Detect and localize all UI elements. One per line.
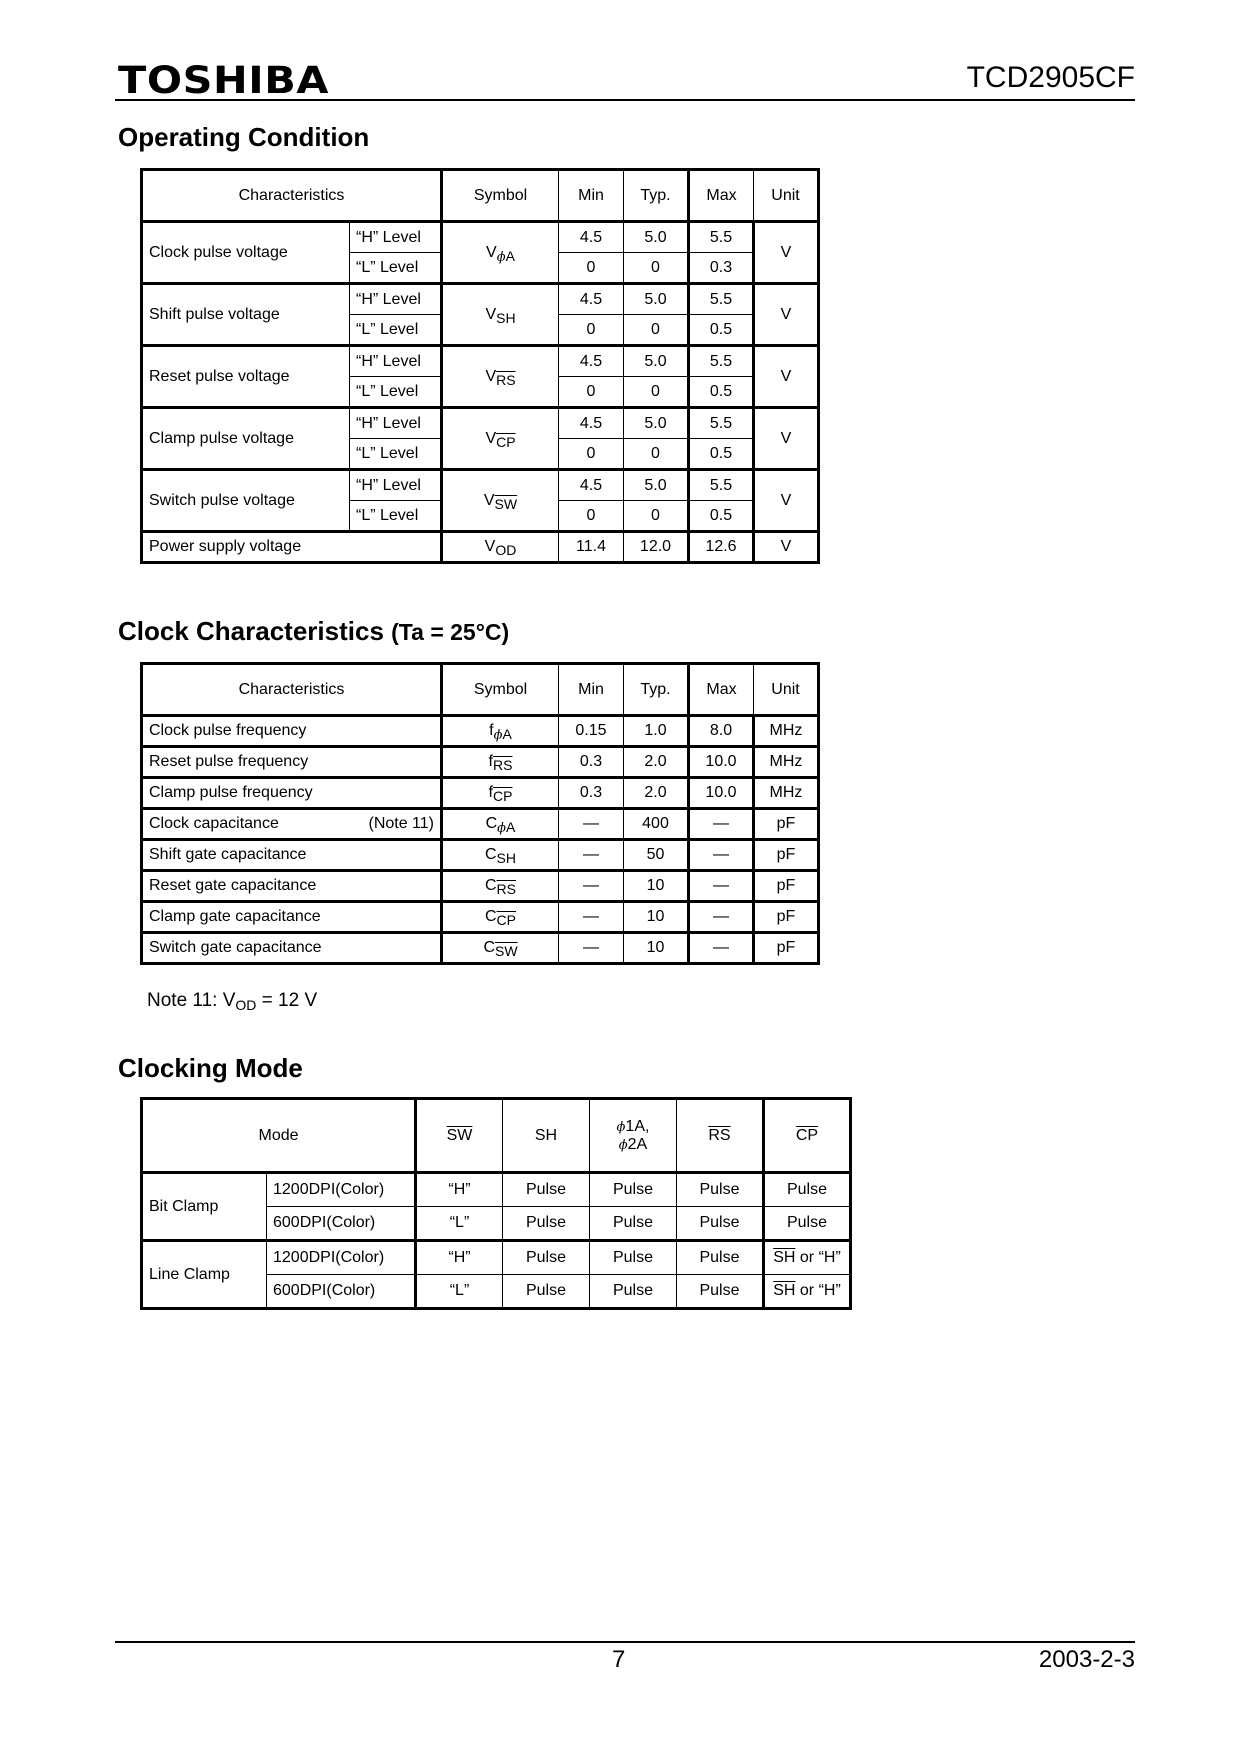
symbol-cell: $V_{OD}$ [442, 532, 559, 563]
max-value: 0.5 [689, 377, 754, 408]
row-name: Clock pulse voltage [142, 222, 350, 284]
unit-value: pF [754, 840, 819, 871]
typ-value: 0 [624, 377, 689, 408]
symbol-cell: $f_{\phi A}$ [442, 716, 559, 747]
max-value: 5.5 [689, 346, 754, 377]
row-name: Reset gate capacitance [142, 871, 442, 902]
typ-value: 10 [624, 871, 689, 902]
page-header [115, 55, 1135, 101]
min-value: 0 [559, 439, 624, 470]
symbol-cell: $C_{SH}$ [442, 840, 559, 871]
min-value: 4.5 [559, 222, 624, 253]
table-row [142, 532, 819, 563]
header-unit: Unit [754, 664, 819, 716]
row-name: Clamp pulse frequency [142, 778, 442, 809]
level-label: “L” Level [350, 253, 442, 284]
typ-value: 2.0 [624, 778, 689, 809]
header-cp: $\overline{CP}$ [764, 1099, 851, 1173]
symbol-cell: $C_{\phi A}$ [442, 809, 559, 840]
min-value: 0.15 [559, 716, 624, 747]
min-value: — [559, 840, 624, 871]
publication-date: 2003-2-3 [1038, 1646, 1135, 1673]
unit-value: pF [754, 933, 819, 964]
sh-value: Pulse [503, 1275, 590, 1309]
typ-value: 5.0 [624, 346, 689, 377]
table-row [142, 408, 819, 439]
table-row [142, 933, 819, 964]
symbol-cell: $C_{\overline{CP}}$ [442, 902, 559, 933]
max-value: 0.3 [689, 253, 754, 284]
table-row [142, 778, 819, 809]
max-value: 0.5 [689, 501, 754, 532]
symbol-cell: $f_{\overline{RS}}$ [442, 747, 559, 778]
typ-value: 0 [624, 501, 689, 532]
level-label: “L” Level [350, 315, 442, 346]
min-value: 4.5 [559, 346, 624, 377]
level-label: “H” Level [350, 408, 442, 439]
dpi-mode: 600DPI(Color) [267, 1275, 416, 1309]
typ-value: 2.0 [624, 747, 689, 778]
header-characteristics: Characteristics [142, 170, 442, 222]
unit-value: V [754, 222, 819, 284]
unit-value: MHz [754, 778, 819, 809]
min-value: — [559, 902, 624, 933]
typ-value: 5.0 [624, 408, 689, 439]
symbol-cell: $C_{\overline{RS}}$ [442, 871, 559, 902]
header-symbol: Symbol [442, 170, 559, 222]
min-value: — [559, 933, 624, 964]
phi-value: Pulse [590, 1173, 677, 1207]
cp-value: Pulse [764, 1173, 851, 1207]
line-clamp-label: Line Clamp [142, 1241, 267, 1309]
typ-value: 12.0 [624, 532, 689, 563]
unit-value: V [754, 408, 819, 470]
max-value: 0.5 [689, 315, 754, 346]
table-row [142, 871, 819, 902]
dpi-mode: 600DPI(Color) [267, 1207, 416, 1241]
row-name: Clock capacitance (Note 11) [142, 809, 442, 840]
level-label: “L” Level [350, 377, 442, 408]
sw-value: “H” [416, 1173, 503, 1207]
min-value: — [559, 809, 624, 840]
header-min: Min [559, 170, 624, 222]
symbol-cell: $V_{\overline{RS}}$ [442, 346, 559, 408]
level-label: “H” Level [350, 346, 442, 377]
row-name: Clock pulse frequency [142, 716, 442, 747]
condition-label: (Ta = 25°C) [391, 619, 510, 645]
cp-value: $\overline{SH}$ or “H” [764, 1275, 851, 1309]
header-max: Max [689, 170, 754, 222]
clocking-mode-title: Clocking Mode [118, 1053, 303, 1083]
row-name: Clamp gate capacitance [142, 902, 442, 933]
row-name: Power supply voltage [142, 532, 442, 563]
header-typ: Typ. [624, 170, 689, 222]
typ-value: 50 [624, 840, 689, 871]
phi-value: Pulse [590, 1207, 677, 1241]
table-row [142, 809, 819, 840]
symbol-cell: $V_{SH}$ [442, 284, 559, 346]
rs-value: Pulse [677, 1173, 764, 1207]
table-row [142, 222, 819, 253]
typ-value: 10 [624, 933, 689, 964]
level-label: “L” Level [350, 501, 442, 532]
operating-condition-title: Operating Condition [118, 122, 370, 152]
symbol-cell: $V_{\overline{SW}}$ [442, 470, 559, 532]
unit-value: pF [754, 902, 819, 933]
max-value: 5.5 [689, 222, 754, 253]
table-row [142, 747, 819, 778]
symbol-cell: $V_{\phi A}$ [442, 222, 559, 284]
sh-value: Pulse [503, 1241, 590, 1275]
min-value: 0 [559, 377, 624, 408]
level-label: “H” Level [350, 284, 442, 315]
sw-value: “L” [416, 1207, 503, 1241]
unit-value: V [754, 470, 819, 532]
unit-value: MHz [754, 716, 819, 747]
min-value: 4.5 [559, 470, 624, 501]
header-max: Max [689, 664, 754, 716]
footer-divider [115, 1641, 1135, 1643]
header-typ: Typ. [624, 664, 689, 716]
rs-value: Pulse [677, 1207, 764, 1241]
table-row [142, 716, 819, 747]
document-id: TCD2905CF [966, 61, 1135, 94]
table-row [142, 470, 819, 501]
level-label: “L” Level [350, 439, 442, 470]
header-sw: $\overline{SW}$ [416, 1099, 503, 1173]
max-value: 5.5 [689, 470, 754, 501]
max-value: 12.6 [689, 532, 754, 563]
header-mode: Mode [142, 1099, 416, 1173]
min-value: 4.5 [559, 408, 624, 439]
sh-value: Pulse [503, 1207, 590, 1241]
max-value: — [689, 840, 754, 871]
dpi-mode: 1200DPI(Color) [267, 1241, 416, 1275]
symbol-cell: $C_{\overline{SW}}$ [442, 933, 559, 964]
typ-value: 1.0 [624, 716, 689, 747]
max-value: — [689, 902, 754, 933]
clock-characteristics-title: Clock Characteristics (Ta = 25°C) [118, 616, 510, 646]
sw-value: “L” [416, 1275, 503, 1309]
clock-characteristics-table [140, 662, 820, 965]
header-rs: $\overline{RS}$ [677, 1099, 764, 1173]
toshiba-logo: TOSHIBA [118, 59, 330, 102]
unit-value: pF [754, 871, 819, 902]
table-header-row [142, 170, 819, 222]
min-value: 4.5 [559, 284, 624, 315]
max-value: 8.0 [689, 716, 754, 747]
dpi-mode: 1200DPI(Color) [267, 1173, 416, 1207]
header-min: Min [559, 664, 624, 716]
table-row [142, 1173, 851, 1207]
min-value: 0 [559, 253, 624, 284]
max-value: — [689, 809, 754, 840]
header-sh: SH [503, 1099, 590, 1173]
unit-value: V [754, 346, 819, 408]
max-value: 0.5 [689, 439, 754, 470]
page-number: 7 [612, 1646, 626, 1673]
header-unit: Unit [754, 170, 819, 222]
row-name: Reset pulse voltage [142, 346, 350, 408]
max-value: 10.0 [689, 778, 754, 809]
level-label: “H” Level [350, 222, 442, 253]
rs-value: Pulse [677, 1275, 764, 1309]
symbol-cell: $f_{\overline{CP}}$ [442, 778, 559, 809]
unit-value: V [754, 532, 819, 563]
max-value: 10.0 [689, 747, 754, 778]
max-value: 5.5 [689, 284, 754, 315]
sh-value: Pulse [503, 1173, 590, 1207]
table-row [142, 840, 819, 871]
rs-value: Pulse [677, 1241, 764, 1275]
typ-value: 5.0 [624, 470, 689, 501]
level-label: “H” Level [350, 470, 442, 501]
max-value: 5.5 [689, 408, 754, 439]
row-name: Reset pulse frequency [142, 747, 442, 778]
note-11: Note 11: $V_{OD} = 12$ V [147, 990, 318, 1013]
typ-value: 5.0 [624, 284, 689, 315]
typ-value: 5.0 [624, 222, 689, 253]
table-header-row [142, 1099, 851, 1173]
typ-value: 0 [624, 315, 689, 346]
row-name: Clamp pulse voltage [142, 408, 350, 470]
phi-value: Pulse [590, 1241, 677, 1275]
typ-value: 0 [624, 253, 689, 284]
note-reference: (Note 11) [368, 815, 434, 832]
min-value: 0 [559, 501, 624, 532]
table-row [142, 284, 819, 315]
sw-value: “H” [416, 1241, 503, 1275]
table-header-row [142, 664, 819, 716]
min-value: 11.4 [559, 532, 624, 563]
max-value: — [689, 871, 754, 902]
bit-clamp-label: Bit Clamp [142, 1173, 267, 1241]
symbol-cell: $V_{\overline{CP}}$ [442, 408, 559, 470]
min-value: — [559, 871, 624, 902]
table-row [142, 1241, 851, 1275]
clocking-mode-table [140, 1097, 852, 1310]
unit-value: pF [754, 809, 819, 840]
table-row [142, 902, 819, 933]
unit-value: V [754, 284, 819, 346]
cp-value: Pulse [764, 1207, 851, 1241]
operating-condition-table [140, 168, 820, 564]
max-value: — [689, 933, 754, 964]
row-name: Shift pulse voltage [142, 284, 350, 346]
min-value: 0.3 [559, 747, 624, 778]
row-name: Switch pulse voltage [142, 470, 350, 532]
typ-value: 10 [624, 902, 689, 933]
table-row [142, 346, 819, 377]
header-phi: ϕ1A, ϕ2A [590, 1099, 677, 1173]
row-name: Switch gate capacitance [142, 933, 442, 964]
cp-value: $\overline{SH}$ or “H” [764, 1241, 851, 1275]
typ-value: 0 [624, 439, 689, 470]
min-value: 0 [559, 315, 624, 346]
header-symbol: Symbol [442, 664, 559, 716]
min-value: 0.3 [559, 778, 624, 809]
typ-value: 400 [624, 809, 689, 840]
unit-value: MHz [754, 747, 819, 778]
row-name: Shift gate capacitance [142, 840, 442, 871]
phi-value: Pulse [590, 1275, 677, 1309]
header-characteristics: Characteristics [142, 664, 442, 716]
